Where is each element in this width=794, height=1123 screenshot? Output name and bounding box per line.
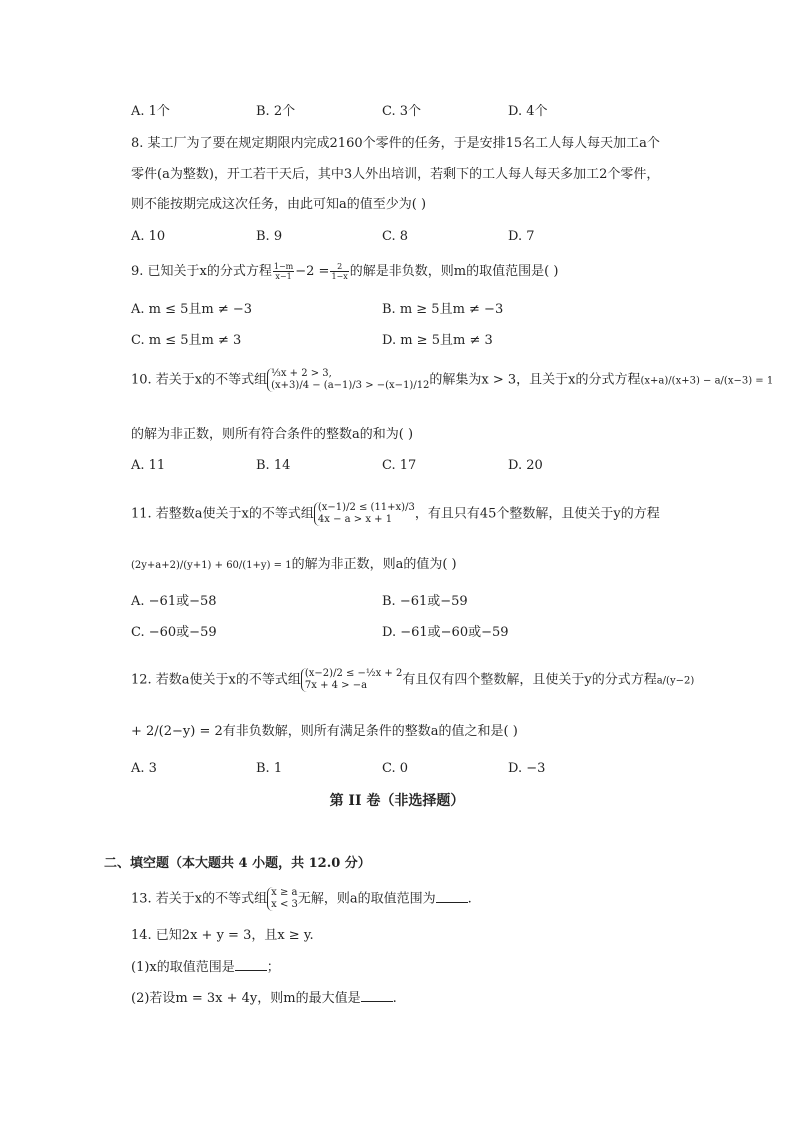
q8-option-b: B. 9 (256, 229, 283, 244)
q13-system-line2: x < 3 (271, 899, 298, 910)
q14-part2 (131, 989, 397, 1008)
q13-prefix: 13. 若关于x的不等式组 (131, 891, 268, 907)
q10-option-d: D. 20 (508, 458, 543, 473)
q12-option-d: D. −3 (508, 761, 546, 776)
q10-question-line2: 的解为非正数，则所有符合条件的整数a的和为( ) (131, 427, 414, 442)
q9-question (131, 262, 558, 281)
q12-suffix: 有且仅有四个整数解，且使关于y的分式方程 (402, 672, 657, 688)
q13-end: . (467, 891, 472, 907)
q11-prefix: 11. 若整数a使关于x的不等式组 (131, 506, 314, 522)
q11-system-line2: 4x − a > x + 1 (317, 514, 393, 525)
q13-answer-blank[interactable] (436, 890, 468, 903)
q12-equation-start: a/(y−2) (656, 675, 695, 687)
q14-part2-end: . (392, 991, 397, 1006)
q9-option-d: D. m ≥ 5且m ≠ 3 (382, 333, 493, 348)
q12-option-b: B. 1 (256, 761, 283, 776)
q9-fraction-1 (273, 262, 294, 281)
q14-part1-text: (1)x的取值范围是 (131, 960, 235, 975)
q10-option-b: B. 14 (256, 458, 291, 473)
q7-option-d: D. 4个 (508, 104, 548, 119)
q11-line2-suffix: 的解为非正数，则a的值为( ) (291, 557, 457, 572)
q10-system-line2: (x+3)/4 − (a−1)/3 > −(x−1)/12 (271, 380, 430, 391)
q12-system-line1: (x−2)/2 ≤ −½x + 2 (304, 668, 403, 679)
q9-prefix: 9. 已知关于x的分式方程 (131, 264, 272, 279)
q11-inequality-system (314, 502, 415, 526)
q10-option-c: C. 17 (382, 458, 417, 473)
q11-option-d: D. −61或−60或−59 (382, 625, 509, 640)
q11-option-a: A. −61或−58 (131, 594, 217, 609)
q8-text-line1: 8. 某工厂为了要在规定期限内完成2160个零件的任务，于是安排15名工人每人每天加工a个 (131, 136, 660, 151)
q14-part1 (131, 958, 280, 977)
q13-question (131, 887, 472, 911)
q9-mid: −2 = (295, 264, 330, 279)
q10-option-a: A. 11 (131, 458, 166, 473)
q10-inequality-system (267, 368, 429, 392)
q10-system-line1: ⅓x + 2 > 3, (271, 368, 332, 379)
q8-option-c: C. 8 (382, 229, 409, 244)
q9-fraction-2 (330, 262, 348, 281)
q11-option-b: B. −61或−59 (382, 594, 468, 609)
q8-option-a: A. 10 (131, 229, 166, 244)
q8-text-line2: 零件(a为整数)，开工若干天后，其中3人外出培训，若剩下的工人每人每天多加工2个零件， (131, 167, 660, 182)
section-heading: 二、填空题（本大题共 4 小题，共 12.0 分） (104, 856, 371, 871)
q10-middle: 的解集为x > 3，且关于x的分式方程 (429, 372, 641, 388)
q10-question-line1 (131, 368, 773, 392)
q14-part1-answer-blank[interactable] (235, 958, 267, 971)
q11-system-line1: (x−1)/2 ≤ (11+x)/3 (317, 502, 415, 513)
q11-suffix: ，有且只有45个整数解，且使关于y的方程 (414, 506, 660, 522)
q13-suffix: 无解，则a的取值范围为 (297, 891, 436, 907)
q12-prefix: 12. 若数a使关于x的不等式组 (131, 672, 301, 688)
q9-option-b: B. m ≥ 5且m ≠ −3 (382, 302, 504, 317)
q9-suffix: 的解是非负数，则m的取值范围是( ) (349, 264, 559, 279)
q9-option-a: A. m ≤ 5且m ≠ −3 (131, 302, 253, 317)
q10-equation: (x+a)/(x+3) − a/(x−3) = 1 (640, 375, 774, 387)
q9-frac1-numerator: 1−m (273, 262, 294, 271)
q8-option-d: D. 7 (508, 229, 535, 244)
q9-frac2-numerator: 2 (330, 262, 348, 272)
q14-part1-end: ； (266, 960, 280, 975)
q13-inequality-system (267, 887, 298, 911)
q11-question-line1 (131, 502, 660, 526)
q12-question-line2: + 2/(2−y) = 2有非负数解，则所有满足条件的整数a的值之和是( ) (131, 724, 518, 739)
q12-option-a: A. 3 (131, 761, 157, 776)
q13-system-line1: x ≥ a (271, 887, 298, 898)
q7-option-a: A. 1个 (131, 104, 170, 119)
q9-frac1-denominator: x−1 (275, 272, 292, 281)
q10-prefix: 10. 若关于x的不等式组 (131, 372, 268, 388)
q14-question: 14. 已知2x + y = 3，且x ≥ y. (131, 928, 314, 943)
q9-option-c: C. m ≤ 5且m ≠ 3 (131, 333, 242, 348)
q12-inequality-system (301, 668, 402, 692)
q8-text-line3: 则不能按期完成这次任务，由此可知a的值至少为( ) (131, 197, 427, 212)
q7-option-c: C. 3个 (382, 104, 422, 119)
q11-equation: (2y+a+2)/(y+1) + 60/(1+y) = 1 (131, 560, 292, 571)
section-title: 第 II 卷（非选择题） (329, 793, 465, 809)
q14-part2-text: (2)若设m = 3x + 4y，则m的最大值是 (131, 991, 361, 1006)
q11-question-line2 (131, 556, 457, 575)
q11-option-c: C. −60或−59 (131, 625, 217, 640)
q9-frac2-denominator: 1−x (331, 272, 348, 281)
q14-part2-answer-blank[interactable] (361, 989, 393, 1002)
q12-question-line1 (131, 668, 694, 692)
q12-option-c: C. 0 (382, 761, 409, 776)
q7-option-b: B. 2个 (256, 104, 296, 119)
q12-system-line2: 7x + 4 > −a (304, 680, 368, 691)
